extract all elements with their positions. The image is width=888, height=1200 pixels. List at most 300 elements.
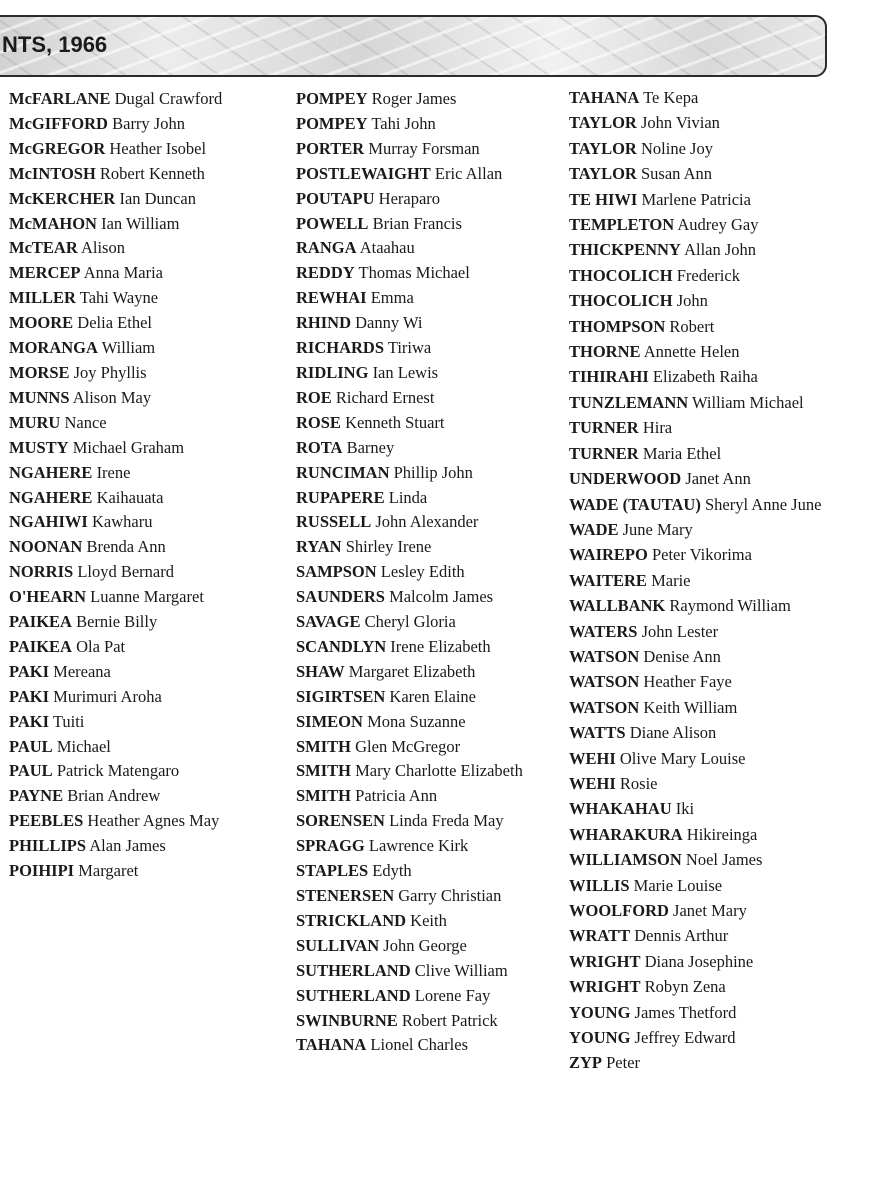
list-item bbox=[296, 685, 523, 710]
list-item bbox=[296, 212, 523, 237]
list-item bbox=[569, 822, 821, 847]
surname: TURNER bbox=[569, 418, 639, 438]
surname: PAKI bbox=[9, 686, 50, 706]
surname: THOCOLICH bbox=[569, 265, 673, 285]
list-item bbox=[296, 162, 523, 187]
surname: O'HEARN bbox=[9, 587, 87, 607]
surname: SMITH bbox=[296, 786, 352, 806]
list-item bbox=[296, 436, 523, 461]
surname: YOUNG bbox=[569, 1002, 631, 1022]
surname: ROE bbox=[296, 387, 332, 407]
list-item bbox=[296, 809, 523, 834]
given-names: Heraparo bbox=[378, 188, 441, 208]
given-names: Lorene Fay bbox=[414, 985, 491, 1005]
given-names: Patrick Matengaro bbox=[56, 761, 180, 781]
given-names: Allan John bbox=[684, 240, 757, 260]
list-item bbox=[296, 361, 523, 386]
surname: SAUNDERS bbox=[296, 587, 385, 607]
list-item bbox=[296, 735, 523, 760]
list-item bbox=[9, 710, 222, 735]
given-names: June Mary bbox=[622, 519, 693, 539]
list-item bbox=[569, 644, 821, 669]
surname: MOORE bbox=[9, 313, 74, 333]
surname: WATTS bbox=[569, 723, 626, 743]
list-item bbox=[296, 710, 523, 735]
surname: RYAN bbox=[296, 537, 342, 557]
given-names: Maria Ethel bbox=[642, 443, 722, 463]
list-item bbox=[569, 974, 821, 999]
given-names: Ian Lewis bbox=[372, 362, 439, 382]
list-item bbox=[569, 390, 821, 415]
list-item bbox=[296, 1033, 523, 1058]
given-names: Robert Kenneth bbox=[99, 163, 205, 183]
surname: MUNNS bbox=[9, 387, 70, 407]
list-item bbox=[9, 212, 222, 237]
list-item bbox=[569, 593, 821, 618]
list-item bbox=[9, 535, 222, 560]
list-item bbox=[296, 635, 523, 660]
surname: THICKPENNY bbox=[569, 240, 681, 260]
list-item bbox=[569, 720, 821, 745]
surname: PAUL bbox=[9, 736, 53, 756]
surname: POMPEY bbox=[296, 89, 368, 108]
given-names: Janet Mary bbox=[673, 901, 747, 920]
list-item bbox=[569, 873, 821, 898]
given-names: Rosie bbox=[619, 773, 658, 793]
given-names: Robert Patrick bbox=[401, 1010, 498, 1030]
surname: SIGIRTSEN bbox=[296, 686, 386, 706]
given-names: Tiriwa bbox=[387, 338, 432, 358]
given-names: Barry John bbox=[112, 113, 185, 133]
list-item bbox=[569, 1000, 821, 1025]
surname: PAKI bbox=[9, 711, 50, 731]
list-item bbox=[569, 1025, 821, 1050]
surname: TIHIRAHI bbox=[569, 367, 649, 387]
given-names: Joy Phyllis bbox=[73, 362, 147, 382]
list-item bbox=[296, 510, 523, 535]
list-item bbox=[9, 361, 222, 386]
given-names: Noline Joy bbox=[640, 138, 713, 158]
surname: ROTA bbox=[296, 437, 343, 457]
given-names: Ian William bbox=[101, 213, 180, 233]
surname: RUPAPERE bbox=[296, 487, 385, 507]
given-names: Lawrence Kirk bbox=[368, 836, 469, 856]
list-item bbox=[569, 847, 821, 872]
surname: TAYLOR bbox=[569, 138, 637, 158]
header-banner bbox=[0, 15, 827, 77]
list-item bbox=[569, 288, 821, 313]
given-names: Margaret Elizabeth bbox=[348, 661, 476, 681]
surname: UNDERWOOD bbox=[569, 469, 682, 489]
surname: THOMPSON bbox=[569, 316, 666, 336]
list-item bbox=[9, 87, 222, 112]
surname: WHARAKURA bbox=[569, 824, 683, 844]
given-names: Anna Maria bbox=[83, 263, 163, 283]
list-item bbox=[296, 336, 523, 361]
given-names: Lloyd Bernard bbox=[77, 562, 174, 582]
list-item bbox=[569, 161, 821, 186]
list-item bbox=[296, 934, 523, 959]
list-item bbox=[9, 735, 222, 760]
list-item bbox=[569, 619, 821, 644]
given-names: Thomas Michael bbox=[358, 263, 470, 283]
surname: REWHAI bbox=[296, 288, 367, 308]
list-item bbox=[9, 112, 222, 137]
given-names: Audrey Gay bbox=[677, 215, 759, 235]
surname: WEHI bbox=[569, 773, 616, 793]
surname: WADE (TAUTAU) bbox=[569, 494, 701, 514]
surname: WATSON bbox=[569, 697, 640, 717]
given-names: Sheryl Anne June bbox=[704, 494, 822, 514]
surname: PHILLIPS bbox=[9, 836, 87, 856]
surname: POUTAPU bbox=[296, 188, 375, 208]
given-names: Delia Ethel bbox=[77, 313, 152, 333]
given-names: Luanne Margaret bbox=[90, 587, 204, 607]
given-names: Shirley Irene bbox=[345, 537, 432, 557]
given-names: Tahi John bbox=[371, 113, 436, 133]
given-names: Peter Vikorima bbox=[651, 545, 752, 565]
surname: RIDLING bbox=[296, 362, 369, 382]
list-item bbox=[9, 336, 222, 361]
given-names: Marlene Patricia bbox=[641, 189, 751, 209]
given-names: Irene bbox=[96, 462, 131, 482]
surname: MORANGA bbox=[9, 338, 98, 358]
list-item bbox=[569, 669, 821, 694]
given-names: Murimuri Aroha bbox=[53, 686, 162, 706]
list-item bbox=[569, 263, 821, 288]
given-names: Jeffrey Edward bbox=[634, 1028, 736, 1048]
given-names: Heather Agnes May bbox=[87, 811, 220, 831]
surname: WAITERE bbox=[569, 570, 647, 590]
given-names: Clive William bbox=[414, 960, 508, 980]
list-item bbox=[569, 364, 821, 389]
surname: NGAHERE bbox=[9, 487, 93, 507]
given-names: Malcolm James bbox=[389, 587, 494, 607]
list-item bbox=[9, 386, 222, 411]
surname: MURU bbox=[9, 412, 61, 432]
surname: WAIREPO bbox=[569, 545, 648, 565]
given-names: Richard Ernest bbox=[335, 387, 435, 407]
given-names: Dugal Crawford bbox=[114, 89, 223, 108]
given-names: Cheryl Gloria bbox=[364, 612, 456, 632]
list-item bbox=[569, 415, 821, 440]
given-names: John Vivian bbox=[640, 113, 720, 133]
given-names: Mona Suzanne bbox=[367, 711, 466, 731]
given-names: Linda Freda May bbox=[389, 811, 504, 831]
given-names: Te Kepa bbox=[643, 88, 699, 107]
given-names: Raymond William bbox=[669, 596, 791, 616]
list-item bbox=[9, 411, 222, 436]
surname: NOONAN bbox=[9, 537, 83, 557]
given-names: Denise Ann bbox=[643, 646, 721, 666]
given-names: John Alexander bbox=[375, 512, 479, 532]
surname: WEHI bbox=[569, 748, 616, 768]
list-item bbox=[569, 466, 821, 491]
list-item bbox=[9, 461, 222, 486]
list-item bbox=[569, 85, 821, 110]
surname: MUSTY bbox=[9, 437, 69, 457]
surname: PAIKEA bbox=[9, 636, 72, 656]
list-item bbox=[9, 187, 222, 212]
surname: SUTHERLAND bbox=[296, 985, 411, 1005]
given-names: Alison May bbox=[72, 387, 152, 407]
given-names: Heather Faye bbox=[643, 672, 732, 692]
list-item bbox=[569, 898, 821, 923]
surname: RICHARDS bbox=[296, 338, 385, 358]
given-names: Patricia Ann bbox=[355, 786, 438, 806]
surname: WRIGHT bbox=[569, 977, 641, 997]
surname: SWINBURNE bbox=[296, 1010, 398, 1030]
surname: McKERCHER bbox=[9, 188, 116, 208]
surname: POIHIPI bbox=[9, 861, 75, 881]
given-names: Tahi Wayne bbox=[79, 288, 159, 308]
given-names: William bbox=[101, 338, 156, 358]
surname: McGREGOR bbox=[9, 138, 106, 158]
surname: SMITH bbox=[296, 736, 352, 756]
given-names: Garry Christian bbox=[398, 886, 502, 905]
given-names: Lesley Edith bbox=[380, 562, 465, 582]
name-column-2 bbox=[296, 87, 523, 1058]
list-item bbox=[9, 585, 222, 610]
given-names: Diane Alison bbox=[629, 723, 717, 743]
given-names: John Lester bbox=[641, 621, 719, 641]
surname: McINTOSH bbox=[9, 163, 96, 183]
list-item bbox=[296, 859, 523, 884]
list-item bbox=[569, 695, 821, 720]
surname: McGIFFORD bbox=[9, 113, 108, 133]
surname: REDDY bbox=[296, 263, 355, 283]
surname: WRIGHT bbox=[569, 951, 641, 971]
given-names: Marie Louise bbox=[633, 875, 723, 895]
list-item bbox=[9, 436, 222, 461]
list-item bbox=[296, 984, 523, 1009]
list-item bbox=[9, 809, 222, 834]
given-names: Frederick bbox=[676, 265, 740, 285]
given-names: Alan James bbox=[89, 836, 166, 856]
given-names: Noel James bbox=[685, 850, 763, 870]
given-names: John George bbox=[383, 935, 467, 955]
list-item bbox=[9, 510, 222, 535]
surname: POWELL bbox=[296, 213, 369, 233]
given-names: Robert bbox=[669, 316, 715, 336]
given-names: Brenda Ann bbox=[86, 537, 166, 557]
surname: TEMPLETON bbox=[569, 215, 675, 235]
surname: NGAHERE bbox=[9, 462, 93, 482]
given-names: Iki bbox=[675, 799, 695, 819]
list-item bbox=[9, 560, 222, 585]
list-item bbox=[569, 110, 821, 135]
surname: PAIKEA bbox=[9, 612, 72, 632]
list-item bbox=[9, 759, 222, 784]
surname: PAYNE bbox=[9, 786, 64, 806]
list-item bbox=[296, 486, 523, 511]
name-column-3 bbox=[569, 85, 821, 1076]
given-names: Kenneth Stuart bbox=[345, 412, 445, 432]
list-item bbox=[9, 261, 222, 286]
list-item bbox=[569, 441, 821, 466]
list-item bbox=[296, 909, 523, 934]
surname: SUTHERLAND bbox=[296, 960, 411, 980]
list-item bbox=[296, 261, 523, 286]
surname: POSTLEWAIGHT bbox=[296, 163, 431, 183]
list-item bbox=[569, 339, 821, 364]
list-item bbox=[296, 386, 523, 411]
list-item bbox=[569, 1050, 821, 1075]
given-names: Glen McGregor bbox=[355, 736, 461, 756]
surname: POMPEY bbox=[296, 113, 368, 133]
surname: SHAW bbox=[296, 661, 345, 681]
given-names: Bernie Billy bbox=[76, 612, 158, 632]
surname: TE HIWI bbox=[569, 189, 638, 209]
given-names: Karen Elaine bbox=[389, 686, 476, 706]
given-names: Keith William bbox=[643, 697, 738, 717]
list-item bbox=[9, 162, 222, 187]
list-item bbox=[569, 517, 821, 542]
surname: SAVAGE bbox=[296, 612, 361, 632]
list-item bbox=[296, 137, 523, 162]
given-names: Mereana bbox=[53, 661, 111, 681]
given-names: James Thetford bbox=[634, 1002, 737, 1022]
list-item bbox=[9, 660, 222, 685]
given-names: Mary Charlotte Elizabeth bbox=[355, 761, 523, 781]
given-names: Phillip John bbox=[393, 462, 473, 482]
given-names: Robyn Zena bbox=[644, 977, 726, 997]
list-item bbox=[296, 784, 523, 809]
list-item bbox=[296, 1009, 523, 1034]
list-item bbox=[9, 635, 222, 660]
list-item bbox=[296, 411, 523, 436]
list-item bbox=[296, 834, 523, 859]
given-names: Heather Isobel bbox=[109, 138, 207, 158]
surname: TAHANA bbox=[296, 1035, 367, 1055]
surname: WILLIAMSON bbox=[569, 850, 682, 870]
surname: WALLBANK bbox=[569, 596, 666, 616]
list-item bbox=[9, 859, 222, 884]
list-item bbox=[9, 311, 222, 336]
list-item bbox=[9, 486, 222, 511]
given-names: Edyth bbox=[372, 861, 412, 881]
given-names: Marie bbox=[651, 570, 691, 590]
list-item bbox=[296, 112, 523, 137]
surname: WATSON bbox=[569, 646, 640, 666]
given-names: William Michael bbox=[692, 392, 804, 412]
list-item bbox=[569, 771, 821, 796]
surname: TAHANA bbox=[569, 88, 640, 107]
given-names: Roger James bbox=[371, 89, 457, 108]
list-item bbox=[296, 610, 523, 635]
surname: RANGA bbox=[296, 238, 357, 258]
given-names: Kaihauata bbox=[96, 487, 164, 507]
surname: PAUL bbox=[9, 761, 53, 781]
surname: NGAHIWI bbox=[9, 512, 88, 532]
surname: STRICKLAND bbox=[296, 910, 407, 930]
surname: MORSE bbox=[9, 362, 70, 382]
given-names: Kawharu bbox=[91, 512, 153, 532]
surname: SORENSEN bbox=[296, 811, 385, 831]
list-item bbox=[296, 660, 523, 685]
given-names: Elizabeth Raiha bbox=[652, 367, 758, 387]
given-names: Margaret bbox=[78, 861, 139, 881]
surname: McMAHON bbox=[9, 213, 97, 233]
list-item bbox=[569, 542, 821, 567]
given-names: Diana Josephine bbox=[644, 951, 754, 971]
surname: PORTER bbox=[296, 138, 365, 158]
given-names: Michael bbox=[56, 736, 111, 756]
surname: MILLER bbox=[9, 288, 76, 308]
surname: SULLIVAN bbox=[296, 935, 380, 955]
surname: McFARLANE bbox=[9, 89, 111, 108]
list-item bbox=[296, 884, 523, 909]
list-item bbox=[569, 136, 821, 161]
surname: THOCOLICH bbox=[569, 291, 673, 311]
surname: WADE bbox=[569, 519, 619, 539]
list-item bbox=[9, 685, 222, 710]
given-names: Danny Wi bbox=[355, 313, 423, 333]
given-names: Lionel Charles bbox=[370, 1035, 469, 1055]
given-names: John bbox=[676, 291, 708, 311]
surname: WILLIS bbox=[569, 875, 630, 895]
name-column-1 bbox=[9, 87, 222, 884]
surname: WOOLFORD bbox=[569, 901, 669, 920]
surname: ROSE bbox=[296, 412, 341, 432]
surname: RUSSELL bbox=[296, 512, 372, 532]
list-item bbox=[296, 759, 523, 784]
list-item bbox=[296, 535, 523, 560]
given-names: Murray Forsman bbox=[368, 138, 480, 158]
given-names: Barney bbox=[346, 437, 395, 457]
list-item bbox=[569, 796, 821, 821]
surname: TUNZLEMANN bbox=[569, 392, 689, 412]
list-item bbox=[9, 784, 222, 809]
given-names: Janet Ann bbox=[685, 469, 751, 489]
surname: NORRIS bbox=[9, 562, 74, 582]
surname: WHAKAHAU bbox=[569, 799, 672, 819]
list-item bbox=[296, 311, 523, 336]
list-item bbox=[296, 236, 523, 261]
given-names: Hira bbox=[642, 418, 673, 438]
surname: RHIND bbox=[296, 313, 352, 333]
given-names: Irene Elizabeth bbox=[390, 636, 491, 656]
surname: WATSON bbox=[569, 672, 640, 692]
given-names: Ataahau bbox=[359, 238, 415, 258]
given-names: Ola Pat bbox=[76, 636, 126, 656]
given-names: Keith bbox=[410, 910, 447, 930]
list-item bbox=[569, 949, 821, 974]
page-title: NTS, 1966 bbox=[2, 32, 108, 57]
given-names: Susan Ann bbox=[640, 164, 713, 184]
given-names: Brian Francis bbox=[372, 213, 462, 233]
list-item bbox=[296, 286, 523, 311]
given-names: Annette Helen bbox=[643, 342, 740, 362]
list-item bbox=[569, 568, 821, 593]
list-item bbox=[569, 187, 821, 212]
surname: SCANDLYN bbox=[296, 636, 387, 656]
list-item bbox=[569, 746, 821, 771]
surname: STAPLES bbox=[296, 861, 369, 881]
given-names: Emma bbox=[370, 288, 414, 308]
surname: THORNE bbox=[569, 342, 641, 362]
given-names: Tuiti bbox=[52, 711, 85, 731]
given-names: Nance bbox=[64, 412, 107, 432]
given-names: Hikireinga bbox=[686, 824, 758, 844]
list-item bbox=[296, 187, 523, 212]
surname: McTEAR bbox=[9, 238, 78, 258]
given-names: Brian Andrew bbox=[67, 786, 161, 806]
list-item bbox=[296, 560, 523, 585]
given-names: Ian Duncan bbox=[119, 188, 196, 208]
list-item bbox=[296, 585, 523, 610]
surname: WRATT bbox=[569, 926, 631, 946]
